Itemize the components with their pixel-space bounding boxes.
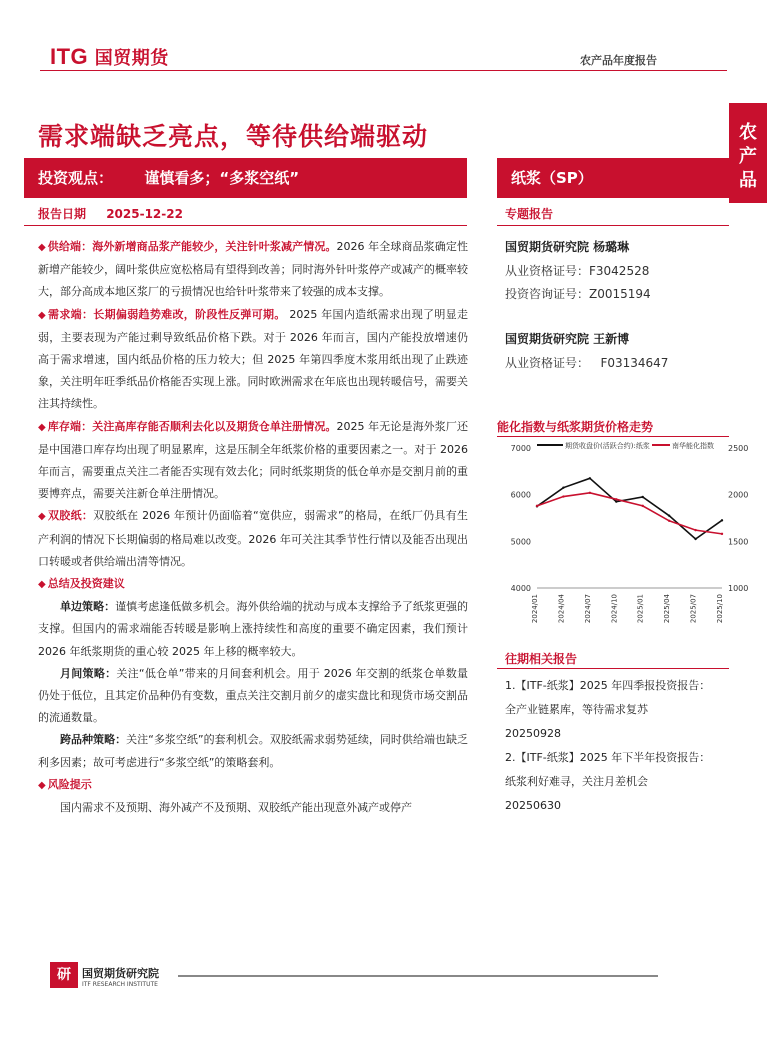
legend-label: 南华能化指数 [672, 442, 714, 450]
paragraph-demand [38, 304, 468, 416]
data-point [615, 500, 617, 502]
paragraph-offset-paper [38, 505, 468, 573]
author-cert: 从业资格证号： F03134647 [505, 356, 669, 370]
footer-divider [178, 975, 658, 977]
x-tick-label: 2024/10 [610, 594, 619, 624]
author-cert: 从业资格证号：F3042528 [505, 264, 650, 278]
data-point [694, 538, 696, 540]
strategy-single [38, 596, 468, 663]
strategy-cross [38, 729, 468, 773]
right-underline [497, 225, 729, 226]
paragraph-lead: 需求端：长期偏弱趋势难改，阶段性反弹可期。 [48, 307, 286, 321]
diamond-bullet-icon: ◆ [38, 511, 46, 523]
paragraph-body: 双胶纸在 2026 年预计仍面临着“宽供应，弱需求”的格局，在纸厂仍具有生产利润的情况下长期偏弱的格局难以改变。2026 年可关注其季节性行情以及能否出现出口转暖或者供给端出清等情况。 [38, 509, 469, 568]
report-date-value: 2025-12-22 [106, 207, 183, 221]
x-tick-label: 2025/10 [716, 594, 724, 624]
data-point [562, 486, 564, 488]
x-tick-label: 2025/04 [663, 594, 672, 624]
past-reports-underline [497, 668, 729, 669]
y-right-tick-label: 2000 [728, 490, 749, 500]
author-name: 国贸期货研究院 王新博 [505, 332, 630, 346]
price-chart [497, 440, 767, 630]
y-right-tick-label: 2500 [728, 444, 749, 453]
paragraph-body: 2025 年无论是海外浆厂还是中国港口库存均出现了明显累库，这是压制全年纸浆价格的重要因素之一。对于 2026 年而言，需要重点关注二者能否实现有效去化；同时纸浆期货的低仓单亦是交割月前的重要博弈点，需要关注新仓单注册情况。 [38, 419, 468, 501]
data-point [589, 477, 591, 479]
diamond-bullet-icon: ◆ [38, 579, 46, 591]
left-underline [24, 225, 467, 226]
y-left-tick-label: 7000 [510, 444, 531, 453]
report-date [38, 205, 183, 222]
data-point [721, 533, 723, 535]
y-left-tick-label: 6000 [510, 490, 531, 500]
paragraph-risk: 国内需求不及预期、海外减产不及预期、双胶纸产能出现意外减产或停产 [60, 801, 412, 815]
x-tick-label: 2024/04 [557, 594, 566, 624]
strategy-body: 谨慎考虑逢低做多机会。海外供给端的扰动与成本支撑给予了纸浆更强的支撑。但国内的需求端能否转暖是影响上涨持续性和高度的重要不确定因素，我们预计 2026 年纸浆期货的重心较 2025 年上移的概率较大。 [38, 600, 468, 658]
data-point [536, 505, 538, 507]
author-cert: 投资咨询证号：Z0015194 [505, 287, 651, 301]
company-logo [50, 44, 169, 70]
data-point [615, 498, 617, 500]
logo-cn: 国贸期货 [94, 48, 169, 69]
footer-en: ITF RESEARCH INSTITUTE [82, 981, 158, 988]
category-side-tab [729, 103, 767, 203]
strategy-calendar [38, 663, 468, 730]
data-point [668, 520, 670, 522]
strategy-lead: 月间策略： [60, 666, 117, 680]
report-type-label: 农产品年度报告 [580, 54, 657, 67]
strategy-body: 关注“多浆空纸”的套利机会。双胶纸需求弱势延续，同时供给端也缺乏利多因素；故可考虑进行“多浆空纸”的策略套利。 [38, 733, 469, 769]
y-right-tick-label: 1000 [728, 584, 749, 593]
paragraph-supply [38, 236, 468, 304]
diamond-bullet-icon: ◆ [38, 309, 47, 321]
paragraph-lead: 总结及投资建议 [47, 577, 125, 591]
past-reports-title: 往期相关报告 [505, 652, 578, 666]
strategy-lead: 跨品种策略： [60, 733, 127, 747]
legend-label: 期货收盘价(活跃合约):纸浆 [565, 442, 650, 450]
investment-view-bar: 投资观点： 谨慎看多；“多浆空纸” [24, 158, 467, 198]
data-point [589, 492, 591, 494]
report-section-label: 专题报告 [505, 207, 554, 221]
x-tick-label: 2024/07 [583, 594, 592, 624]
page-title: 需求端缺乏亮点，等待供给端驱动 [38, 122, 429, 151]
product-bar: 纸浆（SP） [497, 158, 729, 198]
data-point [642, 505, 644, 507]
list-item[interactable]: 2.【ITF-纸浆】2025 年下半年投资报告：纸浆利好难寻，关注月差机会 [505, 751, 711, 788]
category-side-tab-text: 农产品 [739, 122, 757, 191]
data-point [642, 496, 644, 498]
x-tick-label: 2024/01 [531, 594, 539, 624]
paragraph-inventory [38, 416, 468, 506]
y-left-tick-label: 4000 [510, 584, 531, 593]
footer-logo-icon: 研 [50, 962, 78, 988]
list-item: 20250928 [505, 727, 561, 740]
author-name: 国贸期货研究院 杨璐琳 [505, 240, 630, 254]
main-content [38, 236, 468, 819]
data-point [694, 529, 696, 531]
paragraph-lead: 库存端：关注高库存能否顺利去化以及期货仓单注册情况。 [47, 419, 337, 433]
paragraph-body: 2025 年国内造纸需求出现了明显走弱，主要表现为产能过剩导致纸品价格下跌。对于 2026 年而言，国内产能投放增速仍高于需求增速，国内纸品价格的压力较大；但 2025 年第四季度木浆用纸出现了止跌迹象，关注明年旺季纸品价格能否实现上涨。同时欧洲需求在年底也出现转暖信号，需要关注其持续性。 [38, 307, 468, 411]
paragraph-risk-heading [38, 774, 468, 797]
report-date-label: 报告日期 [38, 207, 87, 221]
y-left-tick-label: 5000 [510, 537, 531, 547]
strategy-lead: 单边策略： [60, 600, 116, 614]
paragraph-lead: 双胶纸： [48, 509, 94, 523]
paragraph-summary-heading [38, 573, 468, 596]
paragraph-lead: 供给端：海外新增商品浆产能较少，关注针叶浆减产情况。 [47, 240, 337, 253]
paragraph-body: 2026 年全球商品浆确定性新增产能较少，阔叶浆供应宽松格局有望得到改善；同时海外针叶浆停产或减产的概率较大，部分高成本地区浆厂的亏损情况也给针叶浆带来了较强的成本支撑。 [38, 240, 468, 299]
chart-title-underline [497, 436, 729, 437]
x-tick-label: 2025/07 [689, 594, 698, 624]
diamond-bullet-icon: ◆ [38, 242, 46, 253]
paragraph-lead: 风险提示 [47, 777, 92, 791]
diamond-bullet-icon: ◆ [38, 779, 46, 791]
past-reports-list [505, 674, 720, 818]
data-point [721, 519, 723, 521]
header-divider [40, 70, 727, 71]
logo-itg: ITG [50, 44, 89, 69]
diamond-bullet-icon: ◆ [38, 421, 46, 433]
data-point [668, 514, 670, 516]
x-tick-label: 2025/01 [636, 594, 645, 624]
y-right-tick-label: 1500 [728, 537, 749, 547]
data-point [562, 495, 564, 497]
strategy-body: 关注“低仓单”带来的月间套利机会。用于 2026 年交割的纸浆仓单数量仍处于低位，且其定价品种仍有变数，重点关注交割月前夕的虚实盘比和现货市场交割品的流通数量。 [38, 666, 468, 725]
list-item[interactable]: 1.【ITF-纸浆】2025 年四季报投资报告：全产业链累库，等待需求复苏 [505, 679, 711, 716]
list-item: 20250630 [505, 799, 561, 812]
footer-name: 国贸期货研究院 [82, 967, 159, 980]
chart-title: 能化指数与纸浆期货价格走势 [497, 420, 654, 434]
